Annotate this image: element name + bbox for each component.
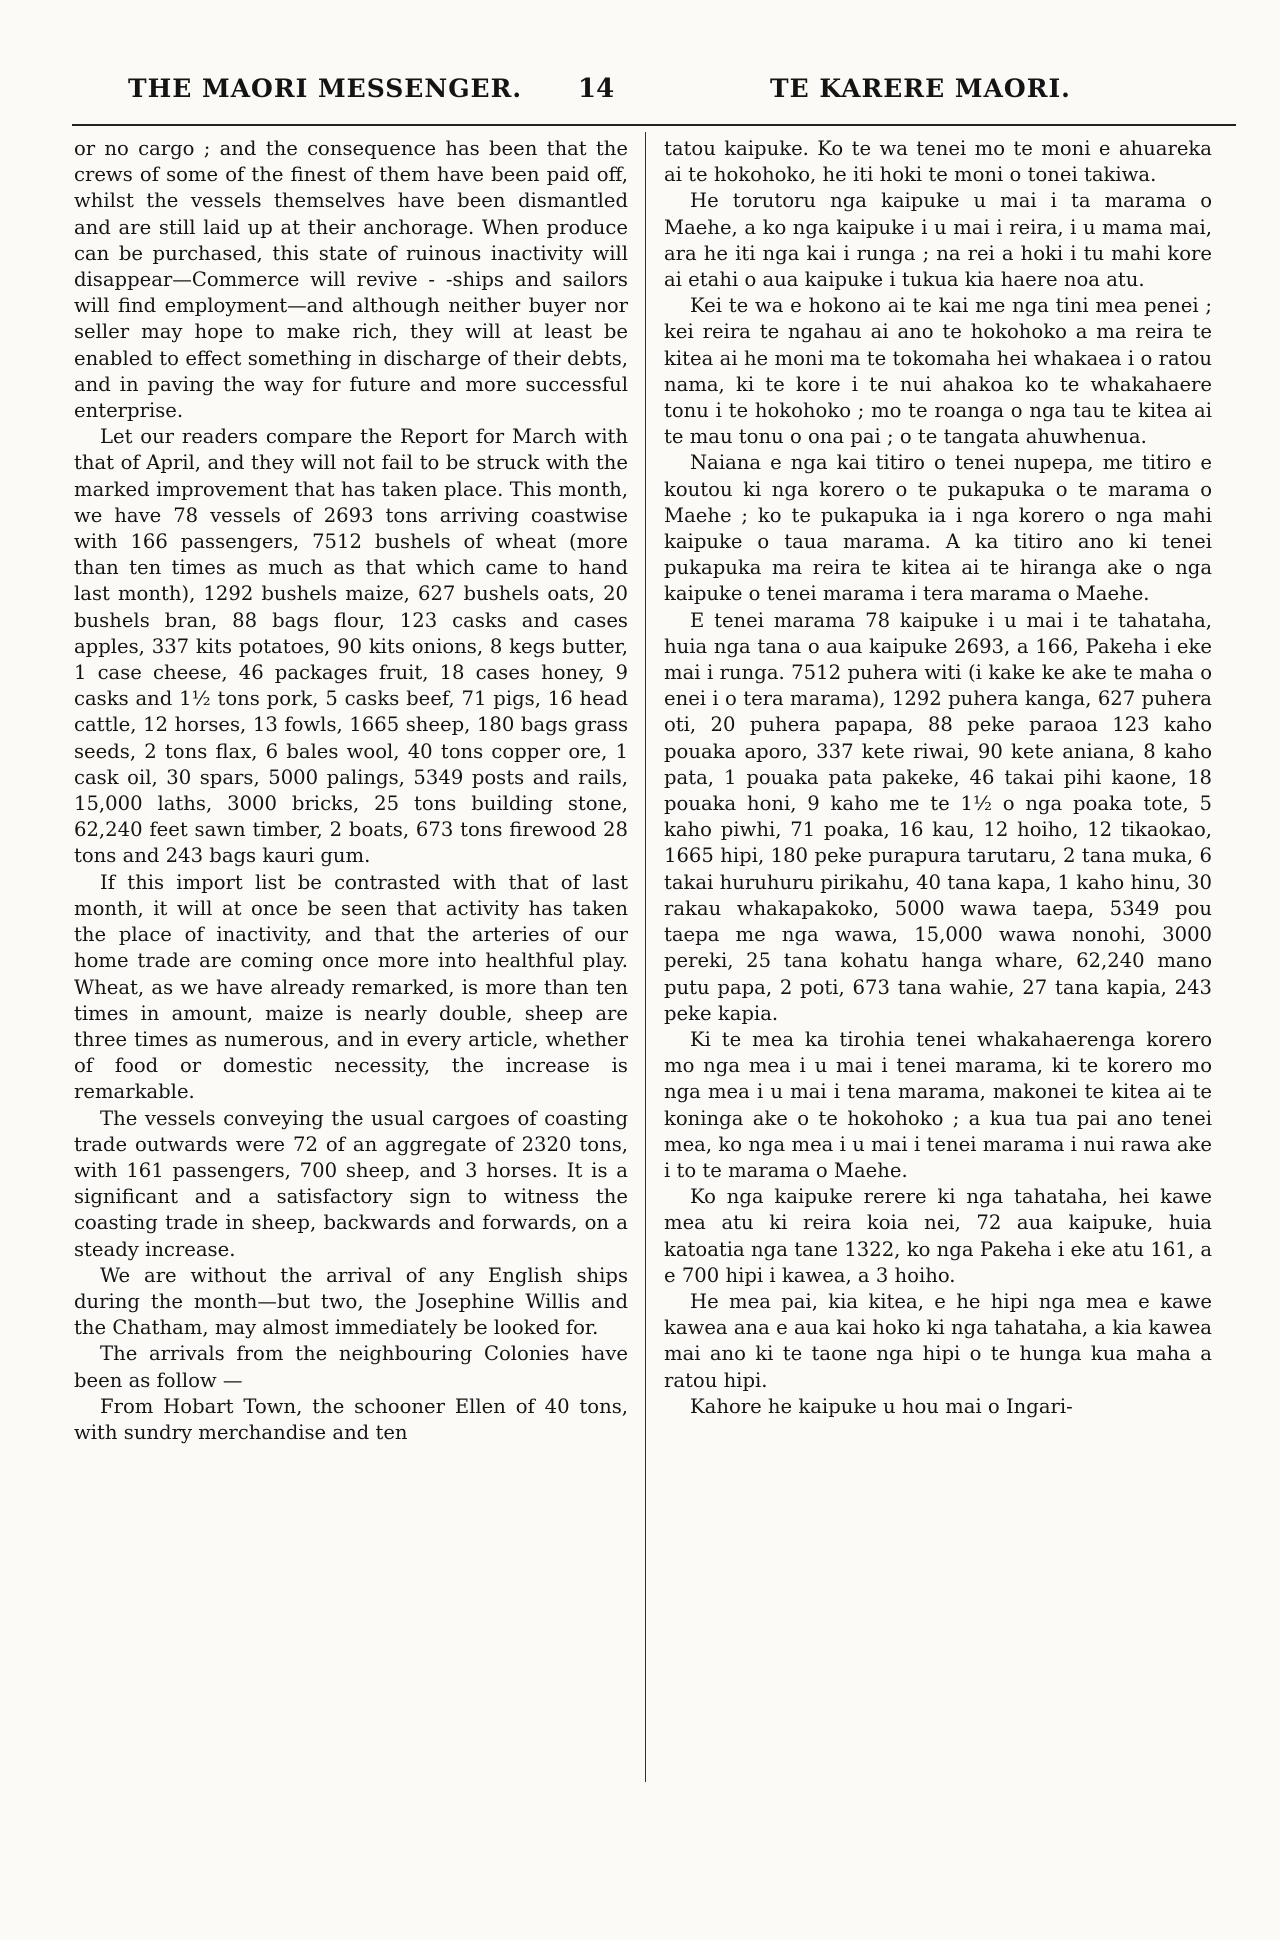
english-paragraph: The arrivals from the neighbouring Colonies have been as follow — — [74, 1342, 628, 1392]
english-paragraph: If this import list be contrasted with that of last month, it will at once be seen that activity has taken the place of inactivity, and that the arteries of our home trade are coming once more into healthful play. Wheat, as we have already remarked, is more than ten times in amount, maize is nearly double, sheep are three times as numerous, and in every article, whether of food or domestic necessity, the increase is remarkable. — [74, 870, 628, 1104]
english-paragraph: or no cargo ; and the consequence has been that the crews of some of the finest of them have been paid off, whilst the vessels themselves have been dismantled and are still laid up at their anchorage. When produce can be purchased, this state of ruinous inactivity will disappear—Commerce will revive - -ships and sailors will find employment—and although neither buyer nor seller may hope to make rich, they will at least be enabled to effect something in discharge of their debts, and in paving the way for future and more successful enterprise. — [74, 137, 628, 423]
english-paragraph: Let our readers compare the Report for March with that of April, and they will not fail to be struck with the marked improvement that has taken place. This month, we have 78 vessels of 2693 tons arriving coastwise with 166 passengers, 7512 bushels of wheat (more than ten times as much as that which came to hand last month), 1292 bushels maize, 627 bushels oats, 20 bushels bran, 88 bags flour, 123 casks and cases apples, 337 kits potatoes, 90 kits onions, 8 kegs butter, 1 case cheese, 46 packages fruit, 18 cases honey, 9 casks and 1½ tons pork, 5 casks beef, 71 pigs, 16 head cattle, 12 horses, 13 fowls, 1665 sheep, 180 bags grass seeds, 2 tons flax, 6 bales wool, 40 tons copper ore, 1 cask oil, 30 spars, 5000 palings, 5349 posts and rails, 15,000 laths, 3000 bricks, 25 tons building stone, 62,240 feet sawn timber, 2 boats, 673 tons firewood 28 tons and 243 bags kauri gum. — [74, 425, 628, 868]
english-paragraph: From Hobart Town, the schooner Ellen of 40 tons, with sundry merchandise and ten — [74, 1394, 628, 1444]
maori-paragraph: Naiana e nga kai titiro o tenei nupepa, me titiro e koutou ki nga korero o te pukapuka o te marama o Maehe ; ko te pukapuka ia i nga korero o nga mahi kaipuke o taua marama. A ka titiro ano ki tenei pukapuka ma reira te kitea ai te hiranga ake o nga kaipuke o tenei marama i tera marama o Maehe. — [664, 451, 1212, 606]
maori-title: TE KARERE MAORI. — [770, 74, 1071, 103]
maori-paragraph: Kahore he kaipuke u hou mai o Ingari- — [690, 1394, 1073, 1418]
maori-paragraph: Ko nga kaipuke rerere ki nga tahataha, hei kawe mea atu ki reira koia nei, 72 aua kaipuke, huia katoatia nga tane 1322, ko nga Pakeha i eke atu 161, a e 700 hipi i kawea, a 3 hoiho. — [664, 1185, 1212, 1287]
maori-paragraph: E tenei marama 78 kaipuke i u mai i te tahataha, huia nga tana o aua kaipuke 2693, a 166, Pakeha i eke mai i runga. 7512 puhera witi (i kake ke ake te maha o enei i o tera marama), 1292 puhera kanga, 627 puhera oti, 20 puhera papapa, 88 peke paraoa 123 kaho pouaka aporo, 337 kete riwai, 90 kete aniana, 8 kaho pata, 1 pouaka pata pakeke, 46 takai pihi kaone, 18 pouaka honi, 9 kaho me te 1½ o nga poaka tote, 5 kaho piwhi, 71 poaka, 16 kau, 12 hoiho, 12 tikaokao, 1665 hipi, 180 peke purapura tarutaru, 2 tana muka, 6 takai huruhuru pirikahu, 40 tana kapa, 1 kaho hinu, 30 rakau whakapakoko, 5000 wawa taepa, 5349 pou taepa me nga wawa, 15,000 wawa nonohi, 3000 pereki, 25 tana kohatu hanga whare, 62,240 mano putu papa, 2 poti, 673 tana wahie, 27 tana kapia, 243 peke kapia. — [664, 608, 1212, 1025]
header-rule — [72, 124, 1236, 126]
page-number: 14 — [578, 74, 615, 104]
page-header — [0, 74, 1280, 114]
maori-column — [664, 136, 1212, 1926]
maori-paragraph: tatou kaipuke. Ko te wa tenei mo te moni e ahuareka ai te hokohoko, he iti hoki te moni o tonei takiwa. — [664, 137, 1212, 187]
maori-paragraph: He torutoru nga kaipuke u mai i ta marama o Maehe, a ko nga kaipuke i u mai i reira, i u mama mai, ara he iti nga kai i runga ; na rei a hoki i tu mahi kore ai etahi o aua kaipuke i tukua kia haere noa atu. — [664, 189, 1212, 292]
english-paragraph: The vessels conveying the usual cargoes of coasting trade outwards were 72 of an aggregate of 2320 tons, with 161 passengers, 700 sheep, and 3 horses. It is a significant and a satisfactory sign to witness the coasting trade in sheep, backwards and forwards, on a steady increase. — [74, 1106, 628, 1261]
column-divider — [645, 132, 646, 1782]
english-title: THE MAORI MESSENGER. — [128, 74, 523, 103]
english-paragraph: We are without the arrival of any English ships during the month—but two, the Josephine Willis and the Chatham, may almost immediately be looked for. — [74, 1263, 628, 1340]
maori-paragraph: Ki te mea ka tirohia tenei whakahaerenga korero mo nga mea i u mai i tenei marama, ki te korero mo nga mea i u mai i tena marama, makonei te kitea ai te koninga ake o te hokohoko ; a kua tua pai ano tenei mea, ko nga mea i u mai i tenei marama i nui rawa ake i to te marama o Maehe. — [664, 1027, 1212, 1182]
maori-paragraph: He mea pai, kia kitea, e he hipi nga mea e kawe kawea ana e aua kai hoko ki nga tahataha, a kia kawea mai ano ki te taone nga hipi o te hunga kua maha a ratou hipi. — [664, 1289, 1212, 1392]
maori-paragraph: Kei te wa e hokono ai te kai me nga tini mea penei ; kei reira te ngahau ai ano te hokohoko a ma reira te kitea ai he moni ma te tokomaha hei whakaea i o ratou nama, ki te kore i te nui ahakoa ko te whakahaere tonu i te hokohoko ; mo te roanga o nga tau te kitea ai te mau tonu o ona pai ; o te tangata ahuwhenua. — [664, 294, 1212, 449]
english-column — [74, 136, 628, 1926]
